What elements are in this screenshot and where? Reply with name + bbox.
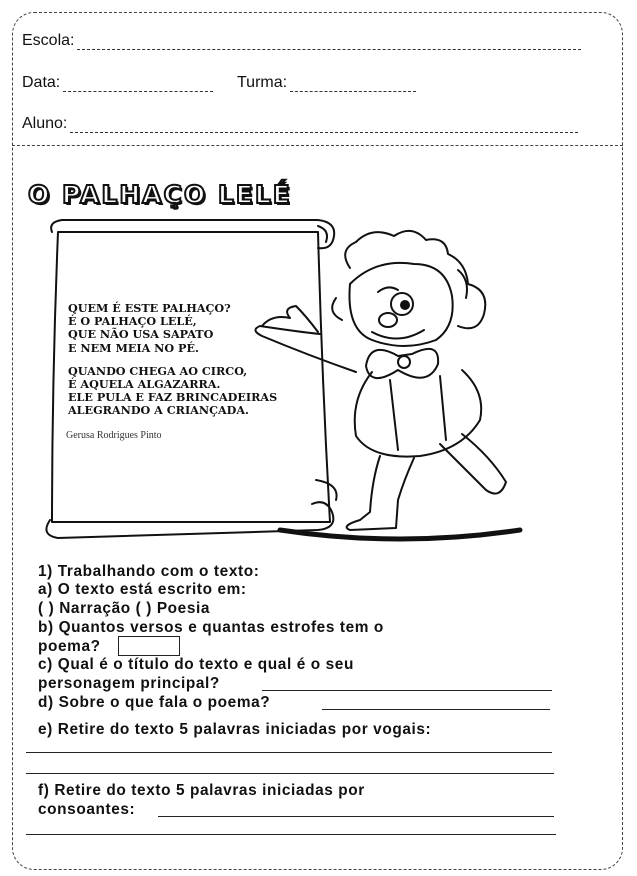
answer-line-d[interactable] — [322, 709, 550, 710]
question-a: a) O texto está escrito em: — [38, 581, 247, 598]
poem-line: QUANDO CHEGA AO CIRCO, — [68, 363, 248, 378]
poem-stanza-2 — [68, 365, 277, 418]
question-1: 1) Trabalhando com o texto: — [38, 563, 260, 580]
turma-label: Turma: — [237, 74, 288, 91]
poem-line: ELE PULA E FAZ BRINCADEIRAS — [68, 390, 278, 405]
poem-line: E NEM MEIA NO PÉ. — [68, 340, 199, 355]
poem-line: QUE NÃO USA SAPATO — [68, 327, 214, 342]
answer-line-f1[interactable] — [158, 816, 554, 817]
poem-line: É AQUELA ALGAZARRA. — [68, 377, 221, 392]
question-b-line2: poema? — [38, 638, 101, 655]
data-label: Data: — [22, 74, 61, 91]
poem-line: ALEGRANDO A CRIANÇADA. — [68, 403, 249, 418]
question-d: d) Sobre o que fala o poema? — [38, 694, 271, 711]
poem-line: QUEM É ESTE PALHAÇO? — [68, 301, 231, 315]
question-c-line1: c) Qual é o título do texto e qual é o seu — [38, 656, 354, 673]
poem-line: É O PALHAÇO LELÉ, — [68, 314, 197, 329]
answer-line-c[interactable] — [262, 690, 552, 691]
question-e: e) Retire do texto 5 palavras iniciadas por vogais: — [38, 721, 432, 738]
poem-text — [68, 302, 277, 428]
question-a-options[interactable]: ( ) Narração ( ) Poesia — [38, 600, 211, 617]
poem-stanza-1 — [68, 302, 277, 355]
answer-line-f2[interactable] — [26, 834, 556, 835]
escola-label: Escola: — [22, 32, 75, 49]
aluno-label: Aluno: — [22, 115, 68, 132]
question-b-line1: b) Quantos versos e quantas estrofes tem o — [38, 619, 384, 636]
answer-line-e1[interactable] — [26, 752, 552, 753]
question-f-line1: f) Retire do texto 5 palavras iniciadas por — [38, 782, 365, 799]
question-f-line2: consoantes: — [38, 801, 136, 818]
question-c-line2: personagem principal? — [38, 675, 220, 692]
poem-author: Gerusa Rodrigues Pinto — [66, 430, 162, 441]
poem-title: O PALHAÇO LELÉ — [28, 180, 292, 209]
answer-box-b[interactable] — [118, 636, 180, 656]
answer-line-e2[interactable] — [26, 773, 554, 774]
